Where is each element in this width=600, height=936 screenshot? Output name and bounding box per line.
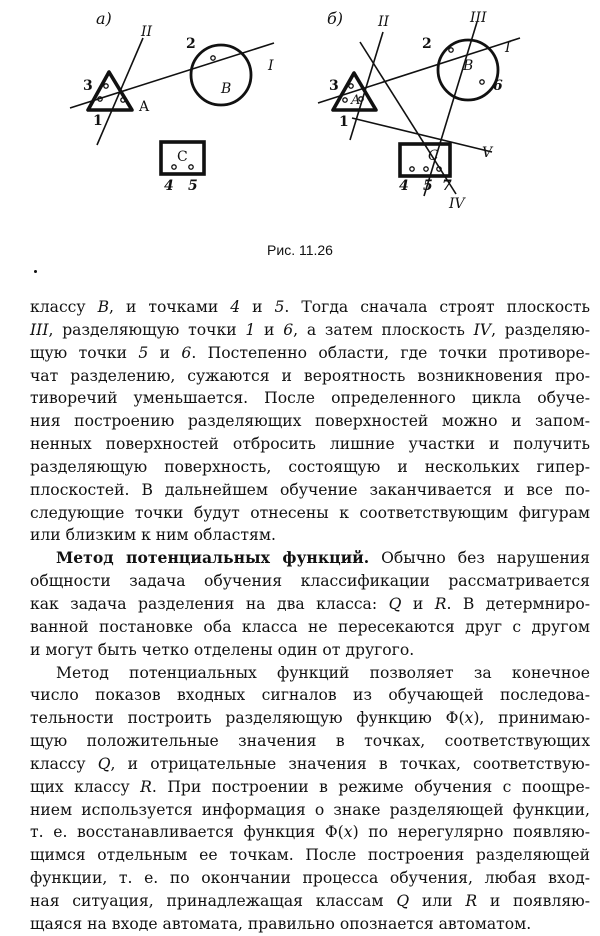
panel-a-point-3-label: 3 — [83, 78, 93, 94]
text-segment: R — [140, 777, 152, 796]
panel-a-point-1-label: 1 — [93, 113, 103, 129]
text-segment: чат разделению, сужаются и вероятность возникновения про- — [30, 366, 590, 385]
text-segment: 5 — [274, 298, 285, 316]
text-segment: Q — [396, 891, 410, 910]
panel-a-point-5-label: 5 — [188, 178, 198, 194]
text-segment: число показов входных сигналов из обучающей последова- — [30, 686, 590, 705]
text-segment: 4 — [230, 298, 241, 316]
panel-b-point — [410, 167, 414, 171]
text-line — [30, 296, 590, 319]
panel-b-point — [449, 48, 453, 52]
panel-a-point — [172, 165, 176, 169]
text-segment: x — [343, 823, 353, 842]
text-line — [30, 730, 590, 753]
panel-b-line-ii-label: II — [378, 14, 390, 30]
text-line — [30, 365, 590, 388]
text-segment: следующие точки будут отнесены к соответствующим фигурам — [30, 503, 590, 522]
panel-b-point-7-label: 7 — [442, 178, 452, 194]
panel-a-region-c-label: C — [177, 149, 188, 165]
text-segment: функции, т. е. по окончании процесса обучения, любая вход- — [30, 869, 590, 888]
panel-b-point-4-label: 4 — [399, 178, 409, 194]
panel-b-point-2-label: 2 — [422, 36, 432, 52]
text-segment: 6 — [181, 343, 192, 362]
text-segment: щую положительные значения в точках, соответствующих — [30, 732, 590, 751]
text-line — [30, 342, 590, 365]
text-segment: ненных поверхностей отбросить лишние участки и получить — [30, 435, 590, 454]
text-segment: и — [148, 343, 182, 362]
stray-mark — [34, 270, 37, 273]
text-line — [30, 684, 590, 707]
text-segment: щую точки — [30, 343, 139, 362]
text-segment: Q — [388, 594, 402, 613]
panel-b-point — [349, 84, 353, 88]
text-segment: . При построении в режиме обучения с поощре- — [151, 777, 590, 796]
text-segment: Обычно без нарушения — [369, 549, 590, 568]
text-segment: и — [401, 594, 435, 613]
panel-b-line-iii-label: III — [470, 10, 487, 26]
text-line — [30, 410, 590, 433]
panel-b — [318, 9, 520, 212]
text-segment: x — [464, 709, 474, 728]
text-line — [30, 387, 590, 410]
panel-a-region-a-label: A — [139, 99, 150, 115]
text-line — [30, 524, 590, 547]
panel-b-point-3-label: 3 — [329, 78, 339, 94]
text-segment: 1 — [245, 320, 256, 339]
panel-b-point-1-label: 1 — [339, 114, 349, 130]
panel-a-label: а) — [96, 9, 112, 28]
panel-b-line-iv-label: IV — [449, 196, 465, 212]
text-line — [30, 433, 590, 456]
text-segment: Метод потенциальных функций позволяет за конечное — [56, 663, 590, 682]
text-line — [30, 867, 590, 890]
text-line — [30, 593, 590, 616]
text-line — [30, 844, 590, 867]
panel-a-line-i — [70, 43, 274, 108]
text-line — [30, 799, 590, 822]
panel-a-point-4-label: 4 — [164, 178, 174, 194]
text-segment: т. е. восстанавливается функция Φ( — [30, 823, 344, 842]
text-line — [30, 707, 590, 730]
panel-b-line-i-label: I — [505, 40, 511, 56]
text-segment: и — [240, 298, 275, 316]
panel-b-region-c-label: C — [428, 148, 439, 164]
panel-a-region-b-label: B — [221, 81, 232, 97]
text-segment: , разделяющую точки — [48, 320, 246, 339]
text-segment: и — [255, 320, 284, 339]
text-segment: III — [30, 320, 49, 339]
panel-b-region-a-label: A — [351, 93, 361, 108]
text-line — [30, 479, 590, 502]
text-segment: щих классу — [30, 777, 141, 796]
text-line — [30, 913, 590, 936]
text-segment: общности задача обучения классификации рассматривается — [30, 572, 590, 591]
text-segment: , разделяю- — [491, 320, 590, 339]
text-line — [30, 616, 590, 639]
text-segment: как задача разделения на два класса: — [30, 594, 389, 613]
panel-b-point-6-label: 6 — [493, 78, 503, 94]
panel-a — [70, 9, 274, 194]
text-segment: , и точками — [109, 298, 231, 316]
panel-b-line-v-label: V — [482, 145, 493, 161]
text-segment: . Постепенно области, где точки противоре- — [191, 343, 590, 362]
text-segment: классу — [30, 754, 98, 773]
panel-b-point — [480, 80, 484, 84]
text-segment: щимся отдельным ее точкам. После построения разделяющей — [30, 846, 590, 865]
run-in-heading: Метод потенциальных функций. — [56, 548, 370, 568]
panel-a-point — [189, 165, 193, 169]
panel-b-point-5-label: 5 — [423, 178, 433, 194]
text-segment: плоскостей. В дальнейшем обучение заканчивается и все по- — [30, 480, 590, 499]
text-segment: тиворечий уменьшается. После определенного цикла обуче- — [30, 389, 590, 408]
text-segment: щаяся на входе автомата, правильно опознается автоматом. — [30, 914, 532, 933]
text-line — [30, 319, 590, 342]
panel-a-point-2-label: 2 — [186, 36, 196, 52]
panel-b-line-v — [352, 118, 492, 152]
text-line — [30, 753, 590, 776]
text-line — [30, 821, 590, 844]
text-segment: R — [434, 594, 447, 613]
text-segment: классу — [30, 298, 98, 316]
panel-a-point — [104, 84, 108, 88]
panel-b-point — [424, 167, 428, 171]
panel-b-label: б) — [327, 9, 344, 28]
text-segment: IV — [473, 320, 492, 339]
figure-caption: Рис. 11.26 — [267, 242, 333, 258]
text-segment: или — [409, 891, 466, 910]
text-line — [30, 570, 590, 593]
text-segment: нием используется информация о знаке разделяющей функции, — [30, 800, 590, 819]
text-segment: ная ситуация, принадлежащая классам — [30, 891, 397, 910]
text-segment: , а затем плоскость — [293, 320, 474, 339]
text-segment: R — [465, 891, 478, 910]
text-segment: . Тогда сначала строят плоскость — [284, 298, 590, 316]
text-segment: ванной постановке оба класса не пересекаются друг с другом — [30, 617, 590, 636]
text-segment: B — [97, 298, 110, 316]
panel-a-point — [211, 56, 215, 60]
text-segment: и появляю- — [477, 891, 590, 910]
panel-b-region-b-label: B — [463, 58, 474, 74]
text-segment: ) по нерегулярно появляю- — [352, 823, 590, 842]
text-segment: Q — [97, 754, 111, 773]
text-segment: 5 — [138, 343, 149, 362]
figure-11-26 — [0, 0, 600, 225]
text-segment: разделяющую поверхность, состоящую и нескольких гипер- — [30, 457, 590, 476]
text-segment: и могут быть четко отделены один от другого. — [30, 640, 415, 659]
text-line — [30, 890, 590, 913]
body-text — [30, 296, 590, 936]
text-line — [30, 547, 590, 570]
text-segment: ), принимаю- — [473, 709, 591, 728]
panel-b-line-iv — [360, 42, 456, 194]
panel-a-line-ii-label: II — [141, 24, 153, 40]
text-segment: 6 — [283, 320, 294, 339]
text-line — [30, 639, 590, 662]
text-line — [30, 456, 590, 479]
text-segment: ния построению разделяющих поверхностей можно и запом- — [30, 412, 590, 431]
panel-b-point — [343, 98, 347, 102]
text-line — [30, 776, 590, 799]
text-segment: или близким к ним областям. — [30, 526, 276, 545]
text-line — [30, 502, 590, 525]
text-line — [30, 662, 590, 685]
text-segment: , и отрицательные значения в точках, соответствую- — [110, 754, 590, 773]
panel-a-line-i-label: I — [268, 58, 274, 74]
text-segment: тельности построить разделяющую функцию Φ( — [30, 709, 465, 728]
text-segment: . В детермниро- — [446, 594, 590, 613]
